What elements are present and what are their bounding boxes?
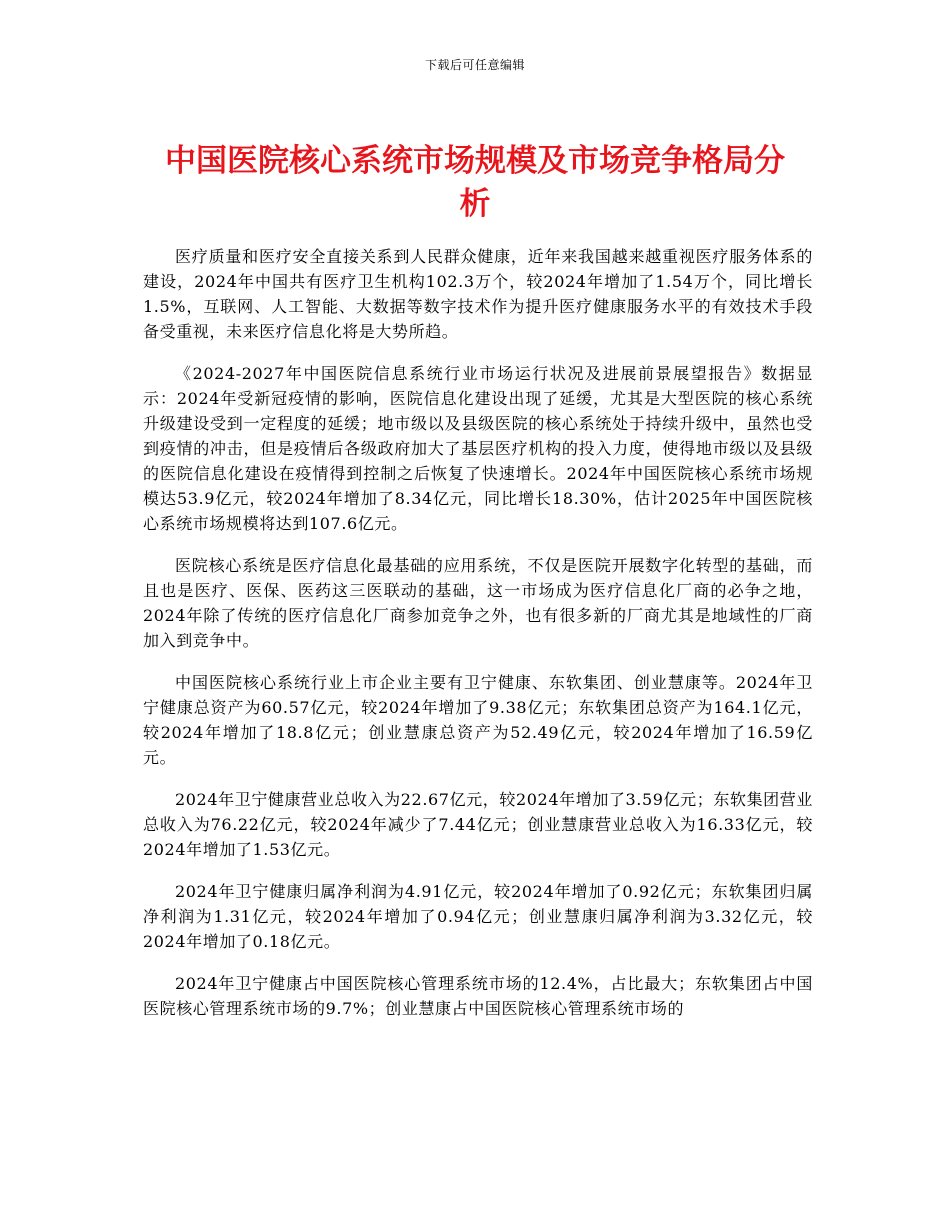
paragraph: 2024年卫宁健康营业总收入为22.67亿元，较2024年增加了3.59亿元；东软集团营业总收入为76.22亿元，较2024年减少了7.44亿元；创业慧康营业总收入为16.33亿元，较2024年增加了1.53亿元。	[143, 790, 813, 859]
header-note: 下载后可任意编辑	[424, 58, 525, 72]
document-body	[143, 244, 813, 1038]
paragraph: 《2024-2027年中国医院信息系统行业市场运行状况及进展前景展望报告》数据显示：2024年受新冠疫情的影响，医院信息化建设出现了延缓，尤其是大型医院的核心系统升级建设受到一定程度的延缓；地市级以及县级医院的核心系统处于持续升级中，虽然也受到疫情的冲击，但是疫情后各级政府加大了基层医疗机构的投入力度，使得地市级以及县级的医院信息化建设在疫情得到控制之后恢复了快速增长。2024年中国医院核心系统市场规模达53.9亿元，较2024年增加了8.34亿元，同比增长18.30%，估计2025年中国医院核心系统市场规模将达到107.6亿元。	[143, 364, 813, 533]
paragraph: 医疗质量和医疗安全直接关系到人民群众健康，近年来我国越来越重视医疗服务体系的建设，2024年中国共有医疗卫生机构102.3万个，较2024年增加了1.54万个，同比增长1.5%，互联网、人工智能、大数据等数字技术作为提升医疗健康服务水平的有效技术手段备受重视，未来医疗信息化将是大势所趋。	[143, 247, 813, 341]
paragraph: 2024年卫宁健康占中国医院核心管理系统市场的12.4%，占比最大；东软集团占中国医院核心管理系统市场的9.7%；创业慧康占中国医院核心管理系统市场的	[143, 974, 813, 1018]
paragraph: 2024年卫宁健康归属净利润为4.91亿元，较2024年增加了0.92亿元；东软集团归属净利润为1.31亿元，较2024年增加了0.94亿元；创业慧康归属净利润为3.32亿元，较2024年增加了0.18亿元。	[143, 882, 813, 951]
paragraph: 医院核心系统是医疗信息化最基础的应用系统，不仅是医院开展数字化转型的基础，而且也是医疗、医保、医药这三医联动的基础，这一市场成为医疗信息化厂商的必争之地，2024年除了传统的医疗信息化厂商参加竞争之外，也有很多新的厂商尤其是地域性的厂商加入到竞争中。	[143, 556, 813, 650]
paragraph: 中国医院核心系统行业上市企业主要有卫宁健康、东软集团、创业慧康等。2024年卫宁健康总资产为60.57亿元，较2024年增加了9.38亿元；东软集团总资产为164.1亿元，较2024年增加了18.8亿元；创业慧康总资产为52.49亿元，较2024年增加了16.59亿元。	[143, 673, 813, 767]
document-title: 中国医院核心系统市场规模及市场竞争格局分析	[165, 143, 785, 222]
